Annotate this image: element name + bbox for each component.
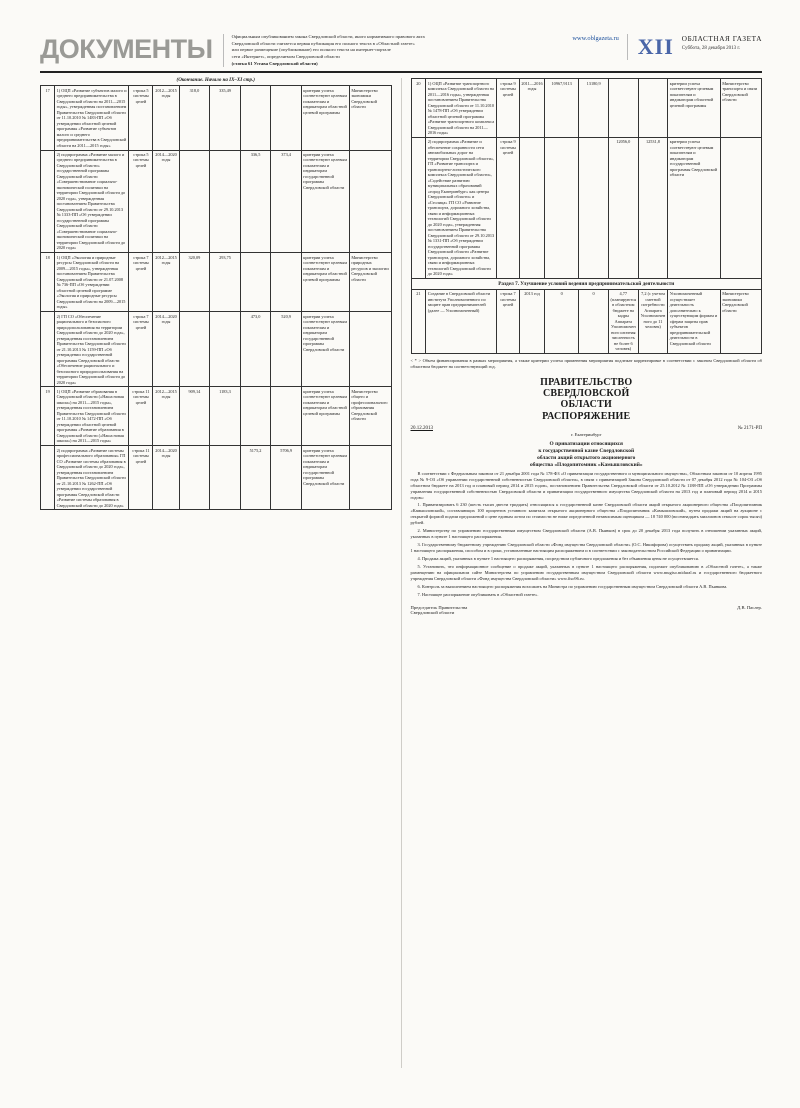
table-row [41,446,392,510]
measure-description: 2) подпрограмма «Развитие системы профессионального образования» ГП СО «Развитие системы образования в Свердловской области до 2020 года», утвержденная постановлением Правительства Свердловской области от 21.10.2013 № 1262-ПП «Об утверждении государственной программы Свердловской области «Развитие системы образования в Свердловской области до 2020 года» [55,446,129,510]
goal-ref: строка 9 системы целей [497,79,520,138]
measure-description: 1) ОЦП «Развитие транспортного комплекса Свердловской области на 2011—2016 годы», утвержденная постановлением Правительства Свердловской области от 11.10.2010 № 1478-ПП «Об утверждении областной целевой программы «Развитие транспортного комплекса Свердловской области на 2011—2016 годы» [426,79,497,138]
signature-name: Д.В. Паслер. [737,604,762,610]
section-title: Раздел 7. Улучшение условий ведения предпринимательской деятельности [411,279,762,289]
table-section-row [411,279,762,289]
continuation-note: (Окончание. Начало на IX–XI стр.) [176,78,255,84]
table-row [41,86,392,150]
value-3: 336,5 [240,150,271,253]
decree-signature [411,605,763,615]
goal-ref: строка 7 системы целей [129,253,153,312]
value-2 [210,312,241,387]
decree-header [411,377,763,422]
measure-description: 2) подпрограмма «Развитие малого и среднего предпринимательства в Свердловской области» государственной программы Свердловской области «Совершенствование социально-экономической политики на территории Свердловской области до 2020 года», утвержденная постановлением Правительства Свердловской области от 29.10.2013 № 1333-ПП «Об утверждении государственной программы Свердловской области «Совершенствование социально-экономической политики на территории Свердловской области до 2020 года» [55,150,129,253]
row-number: 17 [41,86,55,150]
responsible-body: Министерство экономики Свердловской области [720,289,761,353]
goal-ref: строка 11 системы целей [129,387,153,446]
period: 2012—2015 годы [153,253,179,312]
responsible-body [349,312,391,387]
responsible-body: Министерство экономики Свердловской области [349,86,391,150]
measure-description: Создание в Свердловской области института Уполномоченного по защите прав предпринимателей (далее — Уполномоченный) [426,289,497,353]
period [519,138,544,279]
value-3 [240,387,271,446]
value-1: 0 [545,289,579,353]
value-1 [545,138,579,279]
success-criteria: критерии успеха соответствуют целевым показателям и индикаторам государственной программы Свердловской области [301,150,349,253]
value-4: 7,2 (с учетом сметной потребности Аппарата Уполномоченного до 11 человек) [638,289,668,353]
value-1 [179,312,210,387]
success-criteria: критерии успеха соответствуют целевым показателям и индикаторам областной целевой программы [301,387,349,446]
row-number: 21 [411,289,426,353]
value-2 [210,150,241,253]
decree-date: 20.12.2013 [410,425,433,431]
measures-table-left [40,85,392,510]
decree-gov-line-3: ОБЛАСТИ [560,399,612,411]
masthead-note-line-3: или первое размещение (опубликование) его полного текста на интернет-портале [231,47,391,53]
row-number [41,312,55,387]
row-number [41,446,55,510]
table-row [411,289,762,353]
value-4 [638,79,668,138]
row-number [411,138,426,279]
value-3: 12056,0 [608,138,638,279]
value-4: 373,4 [271,150,302,253]
value-4: 12531,8 [638,138,668,279]
column-left [40,78,392,1068]
decree-paragraph: 1. Приватизировать 6 230 (шесть тысяч двести тридцать) относящихся к государственной казне Свердловской области акций открытого акционерного общества «Плодопитомник «Камышловский», составляющих 100 процентов уставного капитала открытого акционерного общества «Плодопитомник «Камышловский», путем продажи акций на аукционе с открытой формой подачи предложений о цене единым лотом по стоимости не ниже определенной независимым оценщиком — 18 740 000 (восемнадцать миллионов семьсот сорок тысяч) рублей. [410,502,762,526]
signature-role-line-1: Председатель Правительства [410,604,468,610]
decree-body [411,471,763,598]
paper-name: ОБЛАСТНАЯ ГАЗЕТА [681,35,762,43]
period: 2012—2015 годы [153,86,179,150]
goal-ref: строка 9 системы целей [497,138,520,279]
responsible-body: Министерство транспорта и связи Свердловской области [720,79,761,138]
period: 2014—2020 годы [153,446,179,510]
value-3 [240,86,271,150]
value-2: 1183,3 [210,387,241,446]
measure-description: 1) ОЦП «Развитие образования в Свердловской области («Наша новая школа») на 2011—2015 годы», утвержденная постановлением Правительства Свердловской области от 11.10.2010 № 1472-ПП «Об утверждении областной целевой программы «Развитие образования в Свердловской области («Наша новая школа») на 2011—2015 годы» [55,387,129,446]
decree-title-line-3: области акций открытого акционерного [537,454,636,461]
decree-number: № 2171-РП [737,425,762,431]
value-4 [271,86,302,150]
success-criteria: критерии успеха соответствуют целевым показателям и индикаторам государственной программы Свердловской области [301,446,349,510]
masthead-note-line-4: сети «Интернет», определяемом Свердловской области [231,53,340,59]
success-criteria: критерии успеха соответствуют целевым показателям и индикаторам государственной программы Свердловской области [301,312,349,387]
value-3: 4,77 (планируются в областном бюджете на кадры Аппарата Уполномоченного штатная численность не более 6 человек) [608,289,638,353]
period: 2011—2016 годы [519,79,544,138]
masthead-note-line-1: Официальным опубликованием закона Свердловской области, иного нормативного правового акта [231,34,425,39]
masthead [40,34,762,73]
decree-title-line-1: О приватизации относящихся [549,440,623,447]
decree-paragraph: 6. Контроль за выполнением настоящего распоряжения возложить на Министра по управлению государственным имуществом Свердловской области А.В. Пьянкова. [417,583,728,589]
masthead-note-statute: (статья 61 Устава Свердловской области) [231,60,318,66]
period: 2012—2015 годы [153,387,179,446]
table-row [41,387,392,446]
table-footnote: < * > Объем финансирования в рамках мероприятия, а также критерии успеха применения мероприятия подлежат корректировке в соответствии с законом Свердловской области об областном бюджете на соответствующий год. [410,358,762,369]
measures-table-right [411,78,763,354]
table-row [41,150,392,253]
column-divider [401,78,402,1068]
success-criteria: Уполномоченный осуществляет деятельность дополнительно к существующим формам и сферам защиты прав субъектов предпринимательской деятельности в Свердловской области [668,289,721,353]
page-title: ДОКУМЕНТЫ [40,34,213,64]
goal-ref: строка 7 системы целей [129,312,153,387]
table-row [41,312,392,387]
success-criteria: критерии успеха соответствуют целевым показателям и индикаторам государственной программы Свердловской области [668,138,721,279]
value-2: 335,49 [210,86,241,150]
paper-date: Суббота, 28 декабря 2013 г. [681,45,741,51]
masthead-note [223,34,425,67]
decree-title-line-4: общества «Плодопитомник «Камышловский» [529,461,643,468]
goal-ref: строка 11 системы целей [129,446,153,510]
decree-paragraph: 4. Продажа акций, указанных в пункте 1 настоящего распоряжения, посредством публичного предложения и без объявления цены не осуществляется. [417,555,699,561]
signature-role-line-2: Свердловской области [410,609,455,615]
period: 2014—2020 годы [153,150,179,253]
decree-city: г. Екатеринбург [571,431,602,437]
value-4: 520,9 [271,312,302,387]
goal-ref: строка 5 системы целей [129,86,153,150]
goal-ref: строка 7 системы целей [497,289,520,353]
value-1 [179,446,210,510]
column-right [411,78,763,1068]
table-row [411,79,762,138]
decree-paragraph: 2. Министерству по управлению государственным имуществом Свердловской области (А.В. Пьянков) в срок до 20 декабря 2013 года получить в отношении указанных акций, указанных в пункте 1 настоящего распоряжения. [410,528,762,540]
value-2: 0 [579,289,609,353]
measure-description: 2) ГП СО «Обеспечение рационального и безопасного природопользования на территории Свердловской области до 2020 года», утвержденная постановлением Правительства Свердловской области от 21.10.2013 № 1159-ПП «Об утверждении государственной программы Свердловской области «Обеспечение рационального и безопасного природопользования на территории Свердловской области до 2020 года» [55,312,129,387]
decree-paragraph: 7. Настоящее распоряжение опубликовать в «Областной газете». [417,591,539,597]
responsible-body: Министерство природных ресурсов и экологии Свердловской области [349,253,391,312]
responsible-body [349,446,391,510]
decree-paragraph: В соответствии с Федеральным законом от 21 декабря 2001 года № 178-ФЗ «О приватизации государственного и муниципального имущества», Областным законом от 10 апреля 1995 года № 9-ОЗ «Об управлении государственной собственностью Свердловской области», в связи с приватизацией Закона Свердловской области от 07 декабря 2012 года № 104-ОЗ «Об областном бюджете на 2013 год и плановый период 2014 и 2015 годов», постановлением Правительства Свердловской области от 25.10.2012 № 1188-ПП «Об утверждении Программы управления государственной собственностью Свердловской области и приватизации государственного имущества Свердловской области на 2013 год и плановый период 2014 и 2015 годов»: [410,470,762,500]
site-url[interactable]: www.oblgazeta.ru [572,35,619,42]
value-4 [271,387,302,446]
success-criteria: критерии успеха соответствуют целевым показателям и индикаторам областной целевой программы [668,79,721,138]
masthead-note-line-2: Свердловской области считается первая публикация его полного текста в «Областной газете» [231,40,415,46]
value-3 [608,79,638,138]
responsible-body [720,138,761,279]
row-number: 18 [41,253,55,312]
decree-type: РАСПОРЯЖЕНИЕ [542,410,631,422]
value-4 [271,253,302,312]
responsible-body [349,150,391,253]
page-number-roman: XII [627,34,674,60]
success-criteria: критерии успеха соответствуют целевым показателям и индикаторам областной целевой программы [301,86,349,150]
decree-title [411,441,763,469]
value-2: 293,75 [210,253,241,312]
table-row [41,253,392,312]
value-3: 5175,2 [240,446,271,510]
value-4: 5706,9 [271,446,302,510]
value-1: 318,0 [179,86,210,150]
responsible-body: Министерство общего и профессионального образования Свердловской области [349,387,391,446]
goal-ref: строка 5 системы целей [129,150,153,253]
period: 2014—2020 годы [153,312,179,387]
value-1 [179,150,210,253]
success-criteria: критерии успеха соответствуют целевым показателям и индикаторам областной целевой программы [301,253,349,312]
period: 2013 год [519,289,544,353]
measure-description: 1) ОЦП «Экология и природные ресурсы Свердловской области на 2009—2015 годы», утвержденная постановлением Правительства Свердловской области от 21.07.2008 № 736-ПП «Об утверждении областной целевой программе «Экология и природные ресурсы Свердловской области на 2009—2015 годы» [55,253,129,312]
value-2 [579,138,609,279]
decree-gov-line-1: ПРАВИТЕЛЬСТВО [540,376,633,388]
row-number: 19 [41,387,55,446]
table-row [411,138,762,279]
decree-paragraph: 5. Установить, что информационное сообщение о продаже акций, указанных в пункте 1 настоящего распоряжения, подлежит опубликованию в «Областной газете», а также размещению на официальном сайте Министерства по управлению государственным имуществом Свердловской области www.mugiso.midural.ru и государственного бюджетного учреждения Свердловской области «Фонд имущества Свердловской области» www.fiso96.ru. [410,563,762,581]
decree-dateline [411,426,763,431]
row-number: 20 [411,79,426,138]
decree-title-line-2: к государственной казне Свердловской [538,447,635,454]
measure-description: 1) ОЦП «Развитие субъектов малого и среднего предпринимательства в Свердловской области на 2011—2015 годы», утвержденная постановлением Правительства Свердловской области от 11.10.2010 № 1483-ПП «Об утверждении областной целевой программы «Развитие субъектов малого и среднего предпринимательства в Свердловской области на 2011—2015 годы» [55,86,129,150]
value-1: 10967,9113 [545,79,579,138]
value-1: 320,09 [179,253,210,312]
row-number [41,150,55,253]
value-1: 909,14 [179,387,210,446]
value-2: 13180,9 [579,79,609,138]
decree-gov-line-2: СВЕРДЛОВСКОЙ [542,388,630,400]
measure-description: 2) подпрограмма «Развитие и обеспечение сохранности сети автомобильных дорог на территории Свердловской области», ГП «Развитие транспорта и транспортно-логистического комплекса Свердловской области», «Содействие развитию муниципальных образований «город Екатеринбург» как центра Свердловской области» и «Столица» ГП СО «Развитие транспорта, дорожного хозяйства, связи и информационных технологий Свердловской области до 2020 года», утвержденная постановлением Правительства Свердловской области от 29.10.2013 № 1331-ПП «Об утверждении государственной программы Свердловской области «Развитие транспорта, дорожного хозяйства, связи и информационных технологий Свердловской области до 2020 года» [426,138,497,279]
decree-paragraph: 3. Государственному бюджетному учреждению Свердловской области «Фонд имущества Свердловской области» (О.С. Никифорова) осуществить продажу акций, указанных в пункте 1 настоящего распоряжения, способом и в сроки, установленные настоящим распоряжением и в соответствии с законодательством Российской Федерации о приватизации. [410,542,762,553]
value-2 [210,446,241,510]
value-3 [240,253,271,312]
value-3: 473,0 [240,312,271,387]
